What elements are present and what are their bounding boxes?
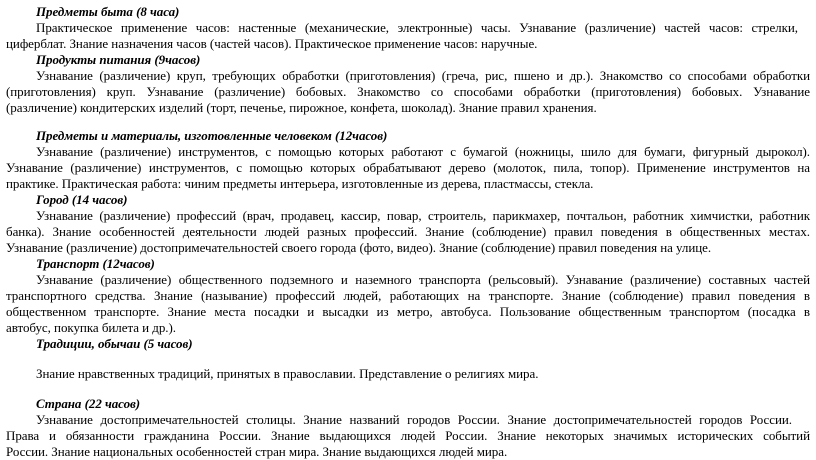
paragraph-line: Знание нравственных традиций, принятых в православии. Представление о религиях мира.: [36, 366, 539, 381]
paragraph-line: России. Знание национальных особенностей стран мира. Знание выдающихся людей мира.: [6, 444, 508, 459]
paragraph-line: общественном транспорте. Знание места посадки и высадки из метро, автобуса. Пользование общественным транспортом (посадка в: [6, 304, 810, 319]
paragraph-line: циферблат. Знание назначения часов (частей часов). Практическое применение часов: наручные.: [6, 36, 538, 51]
paragraph-line: Узнавание достопримечательностей столицы. Знание названий городов России. Знание достопримечательностей городов России.: [36, 412, 792, 427]
paragraph-line: Узнавание (различение) профессий (врач, продавец, кассир, повар, строитель, парикмахер, почтальон, работник химчистки, работник: [36, 208, 810, 223]
paragraph-line: Узнавание (различение) достопримечательностей своего города (фото, видео). Знание (соблюдение) правил поведения на улице.: [6, 240, 712, 255]
paragraph-line: транспортного средства. Знание (называние) профессий людей, работающих на транспорте. Знание (соблюдение) правил поведения в: [6, 288, 810, 303]
section-heading-traditions: Традиции, обычаи (5 часов): [36, 336, 193, 351]
paragraph-line: Узнавание (различение) инструментов, с помощью которых работают с бумагой (ножницы, шило для бумаги, фигурный дырокол).: [36, 144, 810, 159]
paragraph-line: практике. Практическая работа: чиним предметы интерьера, изготовленные из дерева, пластмассы, стекла.: [6, 176, 594, 191]
paragraph-line: банка). Знание особенностей деятельности людей разных профессий. Знание (соблюдение) правил поведения в общественных местах.: [6, 224, 810, 239]
paragraph-line: Права и обязанности гражданина России. Знание выдающихся людей России. Знание некоторых значимых исторических событий: [6, 428, 810, 443]
section-heading-household: Предметы быта (8 часа): [36, 4, 180, 19]
paragraph-line: автобус, покупка билета и др.).: [6, 320, 176, 335]
paragraph-line: (приготовления) круп. Узнавание (различение) бобовых. Знакомство со способами обработки (приготовления) бобовых. Узнавание: [6, 84, 810, 99]
section-heading-food: Продукты питания (9часов): [36, 52, 201, 67]
section-heading-transport: Транспорт (12часов): [36, 256, 155, 271]
section-heading-country: Страна (22 часов): [36, 396, 141, 411]
paragraph-line: Узнавание (различение) общественного подземного и наземного транспорта (рельсовый). Узнавание (различение) составных частей: [36, 272, 810, 287]
section-heading-materials: Предметы и материалы, изготовленные человеком (12часов): [36, 128, 388, 143]
paragraph-line: Узнавание (различение) инструментов, с помощью которых обрабатывают дерево (молоток, пила, топор). Применение инструментов на: [6, 160, 810, 175]
section-heading-city: Город (14 часов): [36, 192, 128, 207]
paragraph-line: Узнавание (различение) круп, требующих обработки (приготовления) (греча, рис, пшено и др.). Знакомство со способами обработки: [36, 68, 810, 83]
paragraph-line: (различение) кондитерских изделий (торт, печенье, пирожное, конфета, шоколад). Знание правил хранения.: [6, 100, 597, 115]
paragraph-line: Практическое применение часов: настенные (механические, электронные) часы. Узнавание (различение) частей часов: стрелки,: [36, 20, 798, 35]
